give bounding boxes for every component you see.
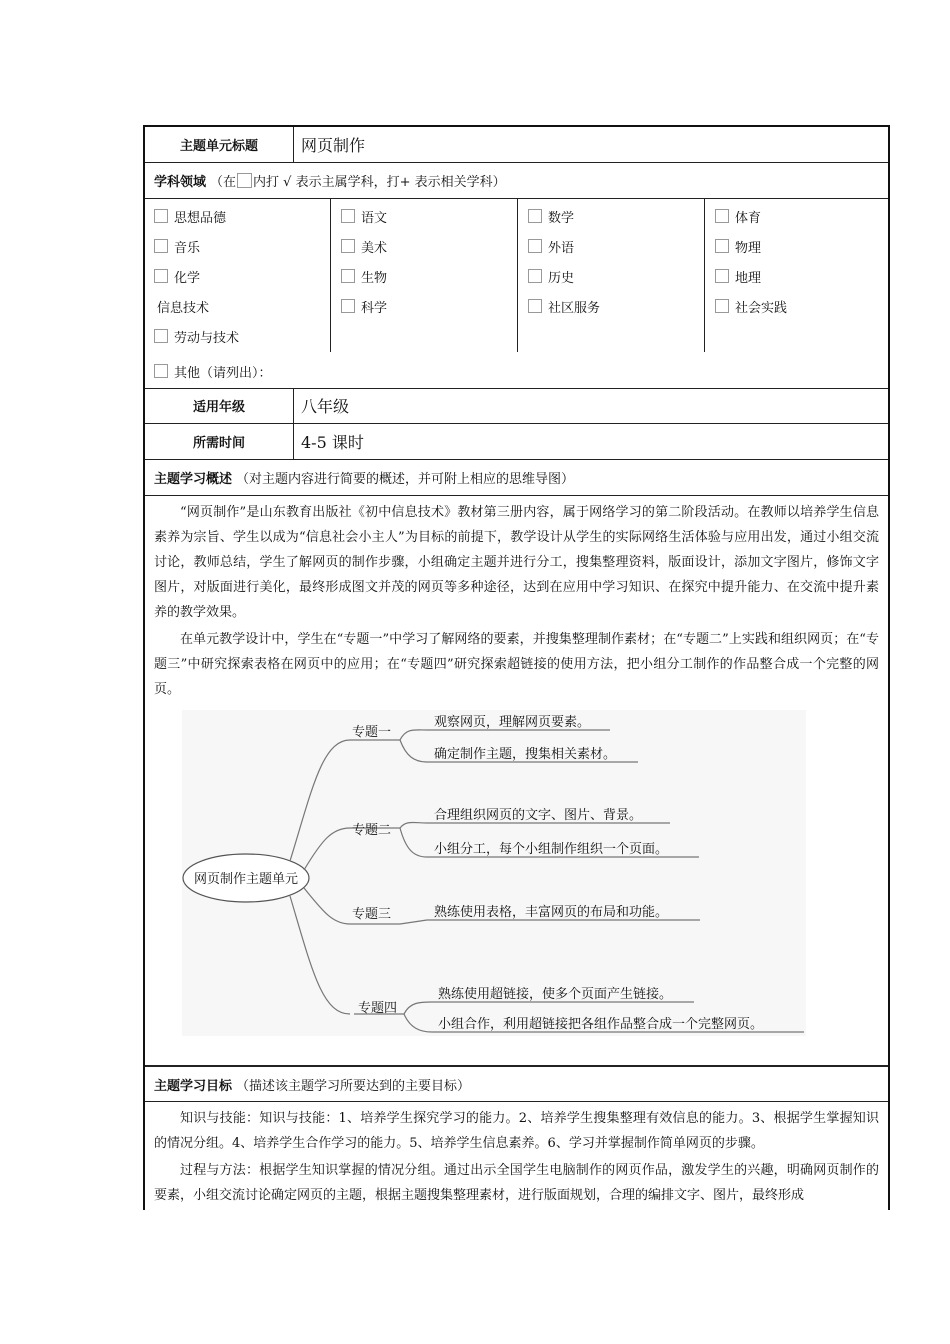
mind-map-branch: [304, 888, 350, 924]
overview-header: [145, 460, 888, 496]
goals-header: [145, 1066, 888, 1102]
checkbox-icon[interactable]: [715, 269, 729, 283]
subject-option[interactable]: 历史: [528, 267, 574, 285]
mind-map-topic-label: 专题四: [358, 1001, 398, 1016]
subject-option[interactable]: 思想品德: [154, 207, 226, 225]
mind-map-branch: [304, 828, 350, 870]
subject-option[interactable]: 社区服务: [528, 297, 600, 315]
title-value[interactable]: 网页制作: [301, 136, 366, 155]
mind-map-branch: [290, 740, 350, 861]
subject-option[interactable]: 化学: [154, 267, 200, 285]
mind-map-topic-label: 专题一: [352, 725, 392, 740]
subject-area-label: 学科领域: [154, 175, 207, 190]
subject-option[interactable]: 语文: [341, 207, 387, 225]
mind-map-topic-label: 专题三: [352, 907, 392, 922]
overview-paragraph-1: “网页制作”是山东教育出版社《初中信息技术》教材第三册内容，属于网络学习的第二阶段活动。在教师以培养学生信息素养为宗旨、学生以成为“信息社会小主人”为目标的前提下，教学设计从学生的实际网络生活体验与应用出发，通过小组交流讨论，教师总结，学生了解网页的制作步骤，小组确定主题并进行分工，搜集整理资料，版面设计，添加文字图片，修饰文字图片，对版面进行美化，最终形成图文并茂的网页等多种途径，达到在应用中学习知识、在探究中提升能力、在交流中提升素养的教学效果。: [154, 505, 879, 620]
checkbox-icon[interactable]: [528, 299, 542, 313]
checkbox-icon[interactable]: [715, 299, 729, 313]
subject-option[interactable]: 物理: [715, 237, 761, 255]
goals-note: （描述该主题学习所要达到的主要目标）: [236, 1078, 471, 1094]
column-divider: [330, 199, 331, 352]
subject-option[interactable]: 科学: [341, 297, 387, 315]
column-divider: [704, 199, 705, 352]
goals-paragraph-2: 过程与方法：根据学生知识掌握的情况分组。通过出示全国学生电脑制作的网页作品，激发学生的兴趣，明确网页制作的要素，小组交流讨论确定网页的主题，根据主题搜集整理素材，进行版面规划，合理的编排文字、图片，最终形成: [154, 1163, 879, 1203]
mind-map-topic-label: 专题二: [352, 823, 392, 838]
column-divider: [517, 199, 518, 352]
subject-option[interactable]: 数学: [528, 207, 574, 225]
mind-map-item-label: 熟练使用表格，丰富网页的布局和功能。: [434, 905, 669, 920]
subject-option[interactable]: 生物: [341, 267, 387, 285]
checkbox-icon[interactable]: [528, 239, 542, 253]
time-row: [145, 424, 888, 460]
checkbox-icon[interactable]: [528, 209, 542, 223]
checkbox-icon[interactable]: [528, 269, 542, 283]
subject-option[interactable]: 音乐: [154, 237, 200, 255]
mind-map-item-label: 小组合作，利用超链接把各组作品整合成一个完整网页。: [438, 1017, 764, 1032]
mind-map-item-label: 熟练使用超链接，使多个页面产生链接。: [438, 987, 673, 1002]
checkbox-icon[interactable]: [154, 269, 168, 283]
subject-option[interactable]: 劳动与技术: [154, 327, 239, 345]
overview-paragraph-2: 在单元教学设计中，学生在“专题一”中学习了解网络的要素，并搜集整理制作素材；在“专题二”上实践和组织网页；在“专题三”中研究探索表格在网页中的应用；在“专题四”研究探索超链接的使用方法，把小组分工制作的作品整合成一个完整的网页。: [154, 632, 879, 697]
checkbox-icon[interactable]: [715, 239, 729, 253]
grade-label: 适用年级: [145, 388, 294, 423]
goals-paragraph-1: 知识与技能：知识与技能：1、培养学生探究学习的能力。2、培养学生搜集整理有效信息的能力。3、根据学生掌握知识的情况分组。4、培养学生合作学习的能力。5、培养学生信息素养。6、学习并掌握制作简单网页的步骤。: [154, 1111, 879, 1151]
title-row: [145, 127, 888, 163]
checkbox-icon[interactable]: [715, 209, 729, 223]
subject-area-note-suffix: 内打 √ 表示主属学科，打+ 表示相关学科）: [253, 175, 506, 190]
subject-option[interactable]: 体育: [715, 207, 761, 225]
grade-value[interactable]: 八年级: [301, 397, 350, 416]
subject-grid: [145, 199, 888, 389]
checkbox-sample-icon: [237, 173, 252, 188]
checkbox-icon[interactable]: [341, 299, 355, 313]
subject-area-header: [145, 163, 888, 199]
grade-row: [145, 388, 888, 424]
overview-label: 主题学习概述: [154, 472, 233, 487]
checkbox-icon[interactable]: [154, 364, 168, 378]
mind-map-item-label: 确定制作主题，搜集相关素材。: [434, 747, 617, 762]
goals-label: 主题学习目标: [154, 1078, 233, 1094]
checkbox-icon[interactable]: [154, 329, 168, 343]
mind-map-item-label: 观察网页，理解网页要素。: [434, 715, 591, 730]
title-label: 主题单元标题: [145, 127, 294, 162]
subject-area-note-prefix: （在: [210, 175, 237, 190]
checkbox-icon[interactable]: [341, 239, 355, 253]
subject-option[interactable]: 美术: [341, 237, 387, 255]
time-label: 所需时间: [145, 424, 294, 459]
mind-map-item-label: 合理组织网页的文字、图片、背景。: [434, 808, 643, 823]
lesson-plan-table: [143, 125, 890, 1210]
mind-map-item-label: 小组分工，每个小组制作组织一个页面。: [434, 842, 669, 857]
time-value[interactable]: 4-5 课时: [301, 433, 364, 452]
mind-map: [182, 710, 806, 1036]
subject-option[interactable]: 外语: [528, 237, 574, 255]
subject-option[interactable]: 信息技术: [157, 300, 210, 316]
overview-note: （对主题内容进行简要的概述，并可附上相应的思维导图）: [236, 472, 575, 487]
checkbox-icon[interactable]: [154, 239, 168, 253]
checkbox-icon[interactable]: [341, 209, 355, 223]
mind-map-branch: [290, 896, 350, 1014]
goals-body: [145, 1102, 888, 1210]
checkbox-icon[interactable]: [341, 269, 355, 283]
subject-option[interactable]: 社会实践: [715, 297, 787, 315]
checkbox-icon[interactable]: [154, 209, 168, 223]
mind-map-center-label: 网页制作主题单元: [193, 872, 299, 887]
subject-option[interactable]: 地理: [715, 267, 761, 285]
subject-option-other[interactable]: 其他（请列出）：: [154, 362, 272, 380]
